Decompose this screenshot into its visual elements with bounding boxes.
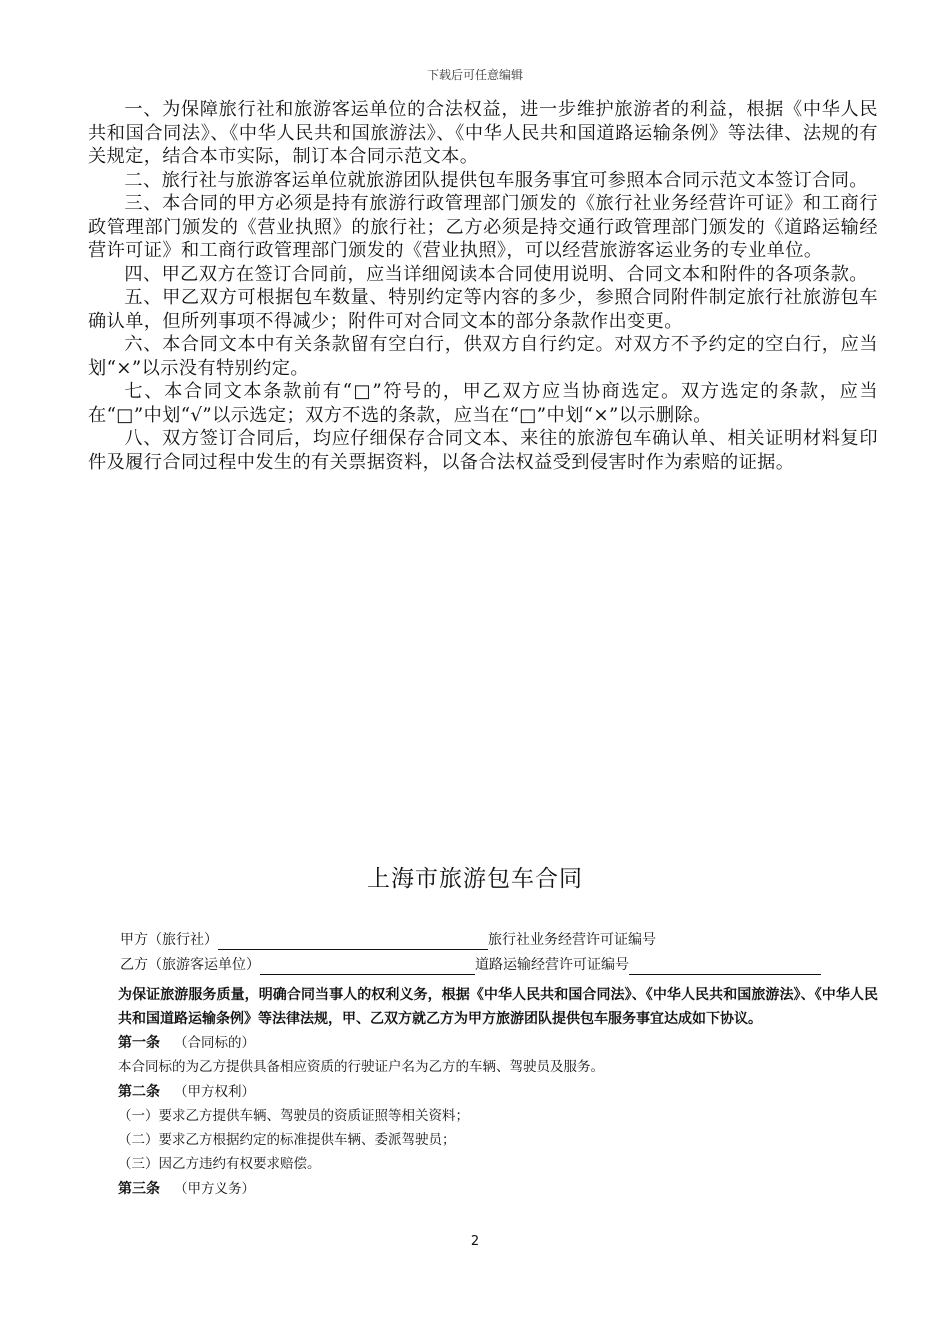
instruction-paragraph: 一、为保障旅行社和旅游客运单位的合法权益，进一步维护旅游者的利益，根据《中华人民共和国合同法》、《中华人民共和国旅游法》、《中华人民共和国道路运输条例》等法律、法规的有关规定，结合本市实际，制订本合同示范文本。	[88, 99, 878, 167]
header-note: 下载后可任意编辑	[426, 68, 523, 82]
article-1-text: 本合同标的为乙方提供具备相应资质的行驶证户名为乙方的车辆、驾驶员及服务。	[118, 1059, 604, 1076]
contract-title: 上海市旅游包车合同	[367, 866, 583, 892]
contract-intro: 为保证旅游服务质量，明确合同当事人的权利义务，根据《中华人民共和国合同法》、《中华人民共和国旅游法》、《中华人民共和国道路运输条例》等法律法规，甲、乙双方就乙方为甲方旅游团队提供包车服务事宜达成如下协议。	[118, 987, 878, 1027]
article-label: 第一条	[118, 1035, 160, 1051]
article-subject: （甲方权利）	[174, 1083, 255, 1100]
instruction-paragraph: 八、双方签订合同后，均应仔细保存合同文本、来往的旅游包车确认单、相关证明材料复印件及履行合同过程中发生的有关票据资料，以备合法权益受到侵害时作为索赔的证据。	[88, 428, 878, 473]
article-2-heading	[118, 1080, 878, 1104]
party-a-line	[120, 930, 656, 950]
article-subject: （甲方义务）	[174, 1180, 255, 1197]
article-2-item: （三）因乙方违约有权要求赔偿。	[118, 1156, 321, 1173]
party-b-name-blank[interactable]	[260, 958, 475, 975]
article-label: 第二条	[118, 1083, 160, 1100]
instruction-paragraph: 四、甲乙双方在签订合同前，应当详细阅读本合同使用说明、合同文本和附件的各项条款。	[124, 263, 868, 285]
article-3-heading	[118, 1177, 878, 1201]
article-2-item: （二）要求乙方根据约定的标准提供车辆、委派驾驶员；	[118, 1132, 456, 1149]
contract-body	[118, 983, 878, 1201]
party-a-license-label: 旅行社业务经营许可证编号	[488, 932, 656, 948]
article-1-heading	[118, 1031, 878, 1055]
party-b-license-label: 道路运输经营许可证编号	[475, 957, 629, 973]
instruction-paragraph: 七、本合同文本条款前有“□”符号的，甲乙双方应当协商选定。双方选定的条款，应当在“□”中划“√”以示选定；双方不选的条款，应当在“□”中划“×”以示删除。	[88, 381, 878, 426]
instruction-paragraph: 三、本合同的甲方必须是持有旅游行政管理部门颁发的《旅行社业务经营许可证》和工商行政管理部门颁发的《营业执照》的旅行社；乙方必须是持交通行政管理部门颁发的《道路运输经营许可证》和工商行政管理部门颁发的《营业执照》，可以经营旅游客运业务的专业单位。	[88, 193, 878, 261]
page-number: 2	[470, 1234, 480, 1249]
instruction-paragraph: 五、甲乙双方可根据包车数量、特别约定等内容的多少，参照合同附件制定旅行社旅游包车确认单，但所列事项不得减少；附件可对合同文本的部分条款作出变更。	[88, 287, 878, 332]
party-b-license-blank[interactable]	[629, 958, 821, 975]
instruction-paragraph: 二、旅行社与旅游客运单位就旅游团队提供包车服务事宜可参照本合同示范文本签订合同。	[124, 169, 868, 191]
article-subject: （合同标的）	[174, 1035, 255, 1051]
party-a-label: 甲方（旅行社）	[120, 932, 218, 948]
instruction-paragraph: 六、本合同文本中有关条款留有空白行，供双方自行约定。对双方不予约定的空白行，应当划“×”以示没有特别约定。	[88, 334, 878, 379]
party-a-name-blank[interactable]	[218, 933, 488, 950]
party-b-line	[120, 955, 821, 975]
article-2-item: （一）要求乙方提供车辆、驾驶员的资质证照等相关资料；	[118, 1107, 469, 1124]
usage-instructions	[88, 98, 878, 474]
article-label: 第三条	[118, 1180, 160, 1197]
party-b-label: 乙方（旅游客运单位）	[120, 957, 260, 973]
